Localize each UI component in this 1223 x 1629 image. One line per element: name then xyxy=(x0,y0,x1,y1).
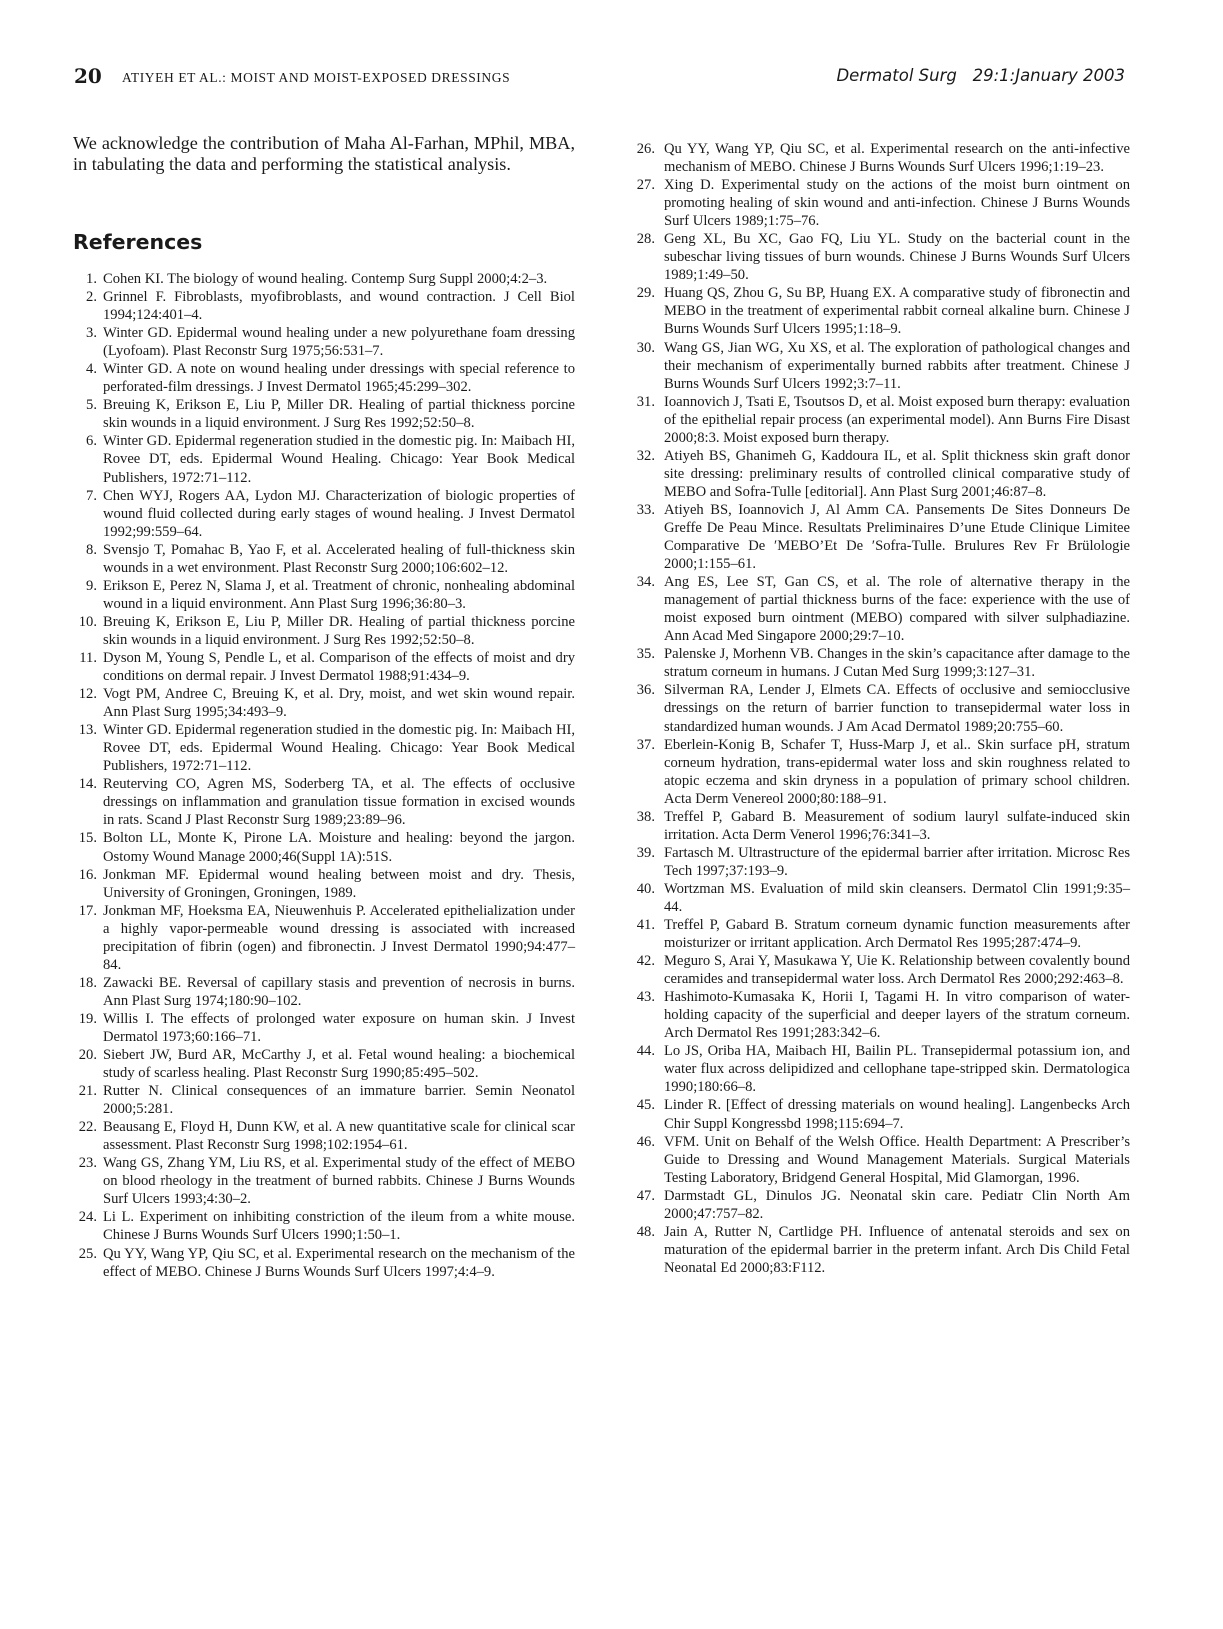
reference-item xyxy=(626,393,1130,447)
reference-number: 34. xyxy=(636,574,655,591)
reference-item xyxy=(73,1082,575,1118)
reference-text: Wang GS, Zhang YM, Liu RS, et al. Experimental study of the effect of MEBO on blood rheology in the treatment of burned rabbits. Chinese J Burns Wounds Surf Ulcers 1993;4:30–2. xyxy=(103,1155,575,1208)
reference-item xyxy=(73,649,575,685)
reference-item xyxy=(626,952,1130,988)
reference-number: 14. xyxy=(78,776,97,793)
reference-number: 40. xyxy=(636,880,655,897)
reference-item xyxy=(626,1133,1130,1187)
reference-item xyxy=(626,230,1130,284)
reference-number: 43. xyxy=(636,989,655,1006)
reference-text: Atiyeh BS, Ghanimeh G, Kaddoura IL, et al. Split thickness skin graft donor site dressing: preliminary results of controlled clinical comparative study of MEBO and Sofra-Tulle [editorial]. Ann Plast Surg 2001;46:87–8. xyxy=(664,447,1130,500)
reference-text: Huang QS, Zhou G, Su BP, Huang EX. A comparative study of fibronectin and MEBO in the treatment of experimental rabbit corneal alkaline burn. Chinese J Burns Wounds Surf Ulcers 1995;1:18–9. xyxy=(664,285,1130,338)
reference-number: 35. xyxy=(636,646,655,663)
reference-number: 45. xyxy=(636,1097,655,1114)
reference-text: Jonkman MF. Epidermal wound healing between moist and dry. Thesis, University of Groningen, Groningen, 1989. xyxy=(103,866,575,901)
reference-text: Jain A, Rutter N, Cartlidge PH. Influence of antenatal steroids and sex on maturation of the epidermal barrier in the preterm infant. Arch Dis Child Fetal Neonatal Ed 2000;83:F112. xyxy=(664,1223,1130,1276)
reference-text: Treffel P, Gabard B. Stratum corneum dynamic function measurements after moisturizer or irritant application. Arch Dermatol Res 1995;287:474–9. xyxy=(664,917,1130,952)
reference-text: Svensjo T, Pomahac B, Yao F, et al. Accelerated healing of full-thickness skin wounds in a wet environment. Plast Reconstr Surg 2000;106:602–12. xyxy=(103,541,575,576)
reference-number: 36. xyxy=(636,682,655,699)
running-title: ATIYEH ET AL.: MOIST AND MOIST-EXPOSED DRESSINGS xyxy=(122,70,511,85)
reference-number: 24. xyxy=(78,1209,97,1226)
reference-text: Ioannovich J, Tsati E, Tsoutsos D, et al. Moist exposed burn therapy: evaluation of the epithelial repair process (an experimental model). Ann Burns Fire Disast 2000;8:3. Moist exposed burn therapy. xyxy=(664,393,1130,446)
reference-item xyxy=(626,645,1130,681)
reference-number: 5. xyxy=(86,397,97,414)
reference-text: Qu YY, Wang YP, Qiu SC, et al. Experimental research on the anti-infective mechanism of MEBO. Chinese J Burns Wounds Surf Ulcers 1996;1:19–23. xyxy=(664,141,1130,176)
reference-number: 41. xyxy=(636,917,655,934)
reference-text: Breuing K, Erikson E, Liu P, Miller DR. Healing of partial thickness porcine skin wounds in a liquid environment. J Surg Res 1992;52:50–8. xyxy=(103,397,575,432)
reference-item xyxy=(73,324,575,360)
reference-text: Atiyeh BS, Ioannovich J, Al Amm CA. Pansements De Sites Donneurs De Greffe De Peau Mince. Resultats Preliminaires D’une Etude Clinique Limitee Comparative De ′MEBO’Et De ′Sofra-Tulle. Brulures Rev Fr Brülologie 2000;1:155–61. xyxy=(664,501,1130,573)
reference-number: 22. xyxy=(78,1119,97,1136)
reference-number: 16. xyxy=(78,866,97,883)
reference-item xyxy=(73,902,575,974)
reference-text: Winter GD. A note on wound healing under dressings with special reference to perforated-film dressings. J Invest Dermatol 1965;45:299–302. xyxy=(103,361,575,396)
reference-number: 20. xyxy=(78,1047,97,1064)
reference-item xyxy=(626,844,1130,880)
reference-text: Wortzman MS. Evaluation of mild skin cleansers. Dermatol Clin 1991;9:35–44. xyxy=(664,880,1130,915)
reference-item xyxy=(626,176,1130,230)
reference-number: 29. xyxy=(636,285,655,302)
reference-text: Geng XL, Bu XC, Gao FQ, Liu YL. Study on the bacterial count in the subeschar living tissues of burn wounds. Chinese J Burns Wounds Surf Ulcers 1989;1:49–50. xyxy=(664,231,1130,284)
reference-number: 33. xyxy=(636,501,655,518)
reference-number: 19. xyxy=(78,1010,97,1027)
reference-text: Cohen KI. The biology of wound healing. Contemp Surg Suppl 2000;4:2–3. xyxy=(103,271,548,287)
reference-text: VFM. Unit on Behalf of the Welsh Office. Health Department: A Prescriber’s Guide to Dressing and Wound Management Materials. Surgical Materials Testing Laboratory, Bridgend General Hospital, Mid Glamorgan, 1996. xyxy=(664,1133,1130,1186)
reference-item xyxy=(73,974,575,1010)
reference-item xyxy=(73,396,575,432)
page-number: 20 xyxy=(74,64,102,88)
reference-text: Chen WYJ, Rogers AA, Lydon MJ. Characterization of biologic properties of wound fluid collected during early stages of wound healing. J Invest Dermatol 1992;99:559–64. xyxy=(103,487,575,540)
reference-number: 25. xyxy=(78,1245,97,1262)
reference-item xyxy=(73,1046,575,1082)
reference-number: 2. xyxy=(86,289,97,306)
reference-item xyxy=(73,1245,575,1281)
reference-item xyxy=(73,685,575,721)
reference-item xyxy=(73,1118,575,1154)
reference-text: Dyson M, Young S, Pendle L, et al. Comparison of the effects of moist and dry conditions on dermal repair. J Invest Dermatol 1988;91:434–9. xyxy=(103,649,575,685)
reference-text: Ang ES, Lee ST, Gan CS, et al. The role of alternative therapy in the management of partial thickness burns of the face: experience with the use of moist exposed burn ointment (MEBO) compared with silver sulphadiazine. Ann Acad Med Singapore 2000;29:7–10. xyxy=(664,574,1130,645)
reference-text: Li L. Experiment on inhibiting constriction of the ileum from a white mouse. Chinese J Burns Wounds Surf Ulcers 1990;1:50–1. xyxy=(103,1209,575,1244)
reference-text: Wang GS, Jian WG, Xu XS, et al. The exploration of pathological changes and their mechanism of experimentally burned rabbits after treatment. Chinese J Burns Wounds Surf Ulcers 1992;3:7–11. xyxy=(664,339,1130,392)
reference-number: 42. xyxy=(636,953,655,970)
reference-text: Siebert JW, Burd AR, McCarthy J, et al. Fetal wound healing: a biochemical study of scarless healing. Plast Reconstr Surg 1990;85:495–502. xyxy=(103,1047,575,1082)
reference-number: 8. xyxy=(86,541,97,558)
reference-item xyxy=(626,736,1130,808)
reference-number: 1. xyxy=(86,271,97,287)
reference-item xyxy=(73,432,575,486)
reference-number: 27. xyxy=(636,177,655,194)
reference-text: Winter GD. Epidermal regeneration studied in the domestic pig. In: Maibach HI, Rovee DT, eds. Epidermal Wound Healing. Chicago: Year Book Medical Publishers, 1972:71–112. xyxy=(103,433,575,486)
reference-text: Vogt PM, Andree C, Breuing K, et al. Dry, moist, and wet skin wound repair. Ann Plast Surg 1995;34:493–9. xyxy=(103,686,575,721)
reference-number: 21. xyxy=(78,1083,97,1100)
reference-item xyxy=(626,140,1130,176)
reference-text: Reuterving CO, Agren MS, Soderberg TA, et al. The effects of occlusive dressings on inflammation and granulation tissue formation in excised wounds in rats. Scand J Plast Reconstr Surg 1989;23:89–96. xyxy=(103,776,575,829)
reference-number: 3. xyxy=(86,325,97,342)
reference-item xyxy=(626,1042,1130,1096)
reference-number: 17. xyxy=(78,902,97,919)
reference-text: Meguro S, Arai Y, Masukawa Y, Uie K. Relationship between covalently bound ceramides and transepidermal water loss. Arch Dermatol Res 2000;292:463–8. xyxy=(664,953,1130,988)
reference-number: 38. xyxy=(636,808,655,825)
reference-text: Treffel P, Gabard B. Measurement of sodium lauryl sulfate-induced skin irritation. Acta Derm Venerol 1996;76:341–3. xyxy=(664,808,1130,843)
reference-text: Hashimoto-Kumasaka K, Horii I, Tagami H. In vitro comparison of water-holding capacity of the superficial and deeper layers of the stratum corneum. Arch Dermatol Res 1991;283:342–6. xyxy=(664,989,1130,1042)
reference-item xyxy=(626,284,1130,338)
reference-number: 23. xyxy=(78,1155,97,1172)
reference-item xyxy=(626,573,1130,645)
reference-item xyxy=(73,1208,575,1244)
reference-item xyxy=(626,1096,1130,1132)
reference-number: 18. xyxy=(78,974,97,991)
reference-item xyxy=(626,681,1130,735)
reference-text: Beausang E, Floyd H, Dunn KW, et al. A new quantitative scale for clinical scar assessment. Plast Reconstr Surg 1998;102:1954–61. xyxy=(103,1119,575,1154)
reference-number: 28. xyxy=(636,231,655,248)
reference-item xyxy=(73,721,575,775)
reference-text: Bolton LL, Monte K, Pirone LA. Moisture and healing: beyond the jargon. Ostomy Wound Manage 2000;46(Suppl 1A):51S. xyxy=(103,830,575,865)
reference-text: Palenske J, Morhenn VB. Changes in the skin’s capacitance after damage to the stratum corneum in humans. J Cutan Med Surg 1999;3:127–31. xyxy=(664,646,1130,681)
reference-number: 13. xyxy=(78,722,97,739)
reference-item xyxy=(73,1154,575,1208)
reference-text: Jonkman MF, Hoeksma EA, Nieuwenhuis P. Accelerated epithelialization under a highly vapor-permeable wound dressing is associated with increased precipitation of fibrin (ogen) and fibronectin. J Invest Dermatol 1990;94:477–84. xyxy=(103,902,575,973)
reference-item xyxy=(73,775,575,829)
reference-item xyxy=(73,270,575,288)
reference-number: 32. xyxy=(636,447,655,464)
reference-item xyxy=(626,1223,1130,1277)
reference-item xyxy=(626,1187,1130,1223)
reference-number: 37. xyxy=(636,736,655,753)
reference-item xyxy=(73,1010,575,1046)
reference-text: Grinnel F. Fibroblasts, myofibroblasts, and wound contraction. J Cell Biol 1994;124:401–4. xyxy=(103,289,575,324)
reference-item xyxy=(73,487,575,541)
reference-text: Xing D. Experimental study on the actions of the moist burn ointment on promoting healing of skin wound and anti-infection. Chinese J Burns Wounds Surf Ulcers 1989;1:75–76. xyxy=(664,177,1130,230)
reference-item xyxy=(626,339,1130,393)
reference-item xyxy=(626,988,1130,1042)
reference-number: 10. xyxy=(78,613,97,630)
reference-number: 7. xyxy=(86,487,97,504)
reference-number: 47. xyxy=(636,1187,655,1204)
reference-item xyxy=(73,541,575,577)
reference-item xyxy=(73,577,575,613)
reference-text: Linder R. [Effect of dressing materials on wound healing]. Langenbecks Arch Chir Suppl Kongressbd 1998;115:694–7. xyxy=(664,1097,1130,1132)
reference-text: Winter GD. Epidermal regeneration studied in the domestic pig. In: Maibach HI, Rovee DT, eds. Epidermal Wound Healing. Chicago: Year Book Medical Publishers, 1972:71–112. xyxy=(103,722,575,775)
reference-number: 6. xyxy=(86,433,97,450)
reference-number: 11. xyxy=(79,649,97,666)
reference-number: 44. xyxy=(636,1043,655,1060)
reference-text: Willis I. The effects of prolonged water exposure on human skin. J Invest Dermatol 1973;60:166–71. xyxy=(103,1010,575,1045)
reference-text: Qu YY, Wang YP, Qiu SC, et al. Experimental research on the mechanism of the effect of MEBO. Chinese J Burns Wounds Surf Ulcers 1997;4:4–9. xyxy=(103,1245,575,1280)
reference-item xyxy=(73,288,575,324)
references-list-right xyxy=(626,140,1130,1277)
reference-text: Fartasch M. Ultrastructure of the epidermal barrier after irritation. Microsc Res Tech 1997;37:193–9. xyxy=(664,844,1130,879)
reference-text: Breuing K, Erikson E, Liu P, Miller DR. Healing of partial thickness porcine skin wounds in a liquid environment. J Surg Res 1992;52:50–8. xyxy=(103,613,575,648)
reference-item xyxy=(626,880,1130,916)
reference-item xyxy=(626,916,1130,952)
journal-citation: Dermatol Surg 29:1:January 2003 xyxy=(836,66,1125,85)
acknowledgment-paragraph: We acknowledge the contribution of Maha Al-Farhan, MPhil, MBA, in tabulating the data and performing the statistical analysis. xyxy=(73,133,575,174)
reference-number: 39. xyxy=(636,844,655,861)
reference-item xyxy=(626,447,1130,501)
reference-number: 26. xyxy=(636,141,655,157)
reference-text: Eberlein-Konig B, Schafer T, Huss-Marp J, et al.. Skin surface pH, stratum corneum hydration, trans-epidermal water loss and skin roughness related to atopic eczema and skin dryness in a population of primary school children. Acta Derm Venereol 2000;80:188–91. xyxy=(664,736,1130,807)
references-list-left xyxy=(73,270,575,1281)
reference-text: Rutter N. Clinical consequences of an immature barrier. Semin Neonatol 2000;5:281. xyxy=(103,1083,575,1118)
reference-item xyxy=(73,866,575,902)
reference-text: Winter GD. Epidermal wound healing under a new polyurethane foam dressing (Lyofoam). Plast Reconstr Surg 1975;56:531–7. xyxy=(103,325,575,360)
reference-item xyxy=(626,808,1130,844)
reference-item xyxy=(73,360,575,396)
reference-number: 9. xyxy=(86,577,97,594)
reference-number: 12. xyxy=(78,686,97,703)
reference-number: 31. xyxy=(636,393,655,410)
reference-number: 48. xyxy=(636,1223,655,1240)
reference-number: 46. xyxy=(636,1133,655,1150)
page-header xyxy=(74,64,1125,90)
reference-text: Silverman RA, Lender J, Elmets CA. Effects of occlusive and semiocclusive dressings on the return of barrier function to transepidermal water loss in standardized human wounds. J Am Acad Dermatol 1989;20:755–60. xyxy=(664,682,1130,735)
reference-item xyxy=(73,613,575,649)
reference-item xyxy=(626,501,1130,573)
reference-text: Darmstadt GL, Dinulos JG. Neonatal skin care. Pediatr Clin North Am 2000;47:757–82. xyxy=(664,1187,1130,1222)
reference-text: Erikson E, Perez N, Slama J, et al. Treatment of chronic, nonhealing abdominal wound in a liquid environment. Ann Plast Surg 1996;36:80–3. xyxy=(103,577,575,612)
reference-item xyxy=(73,829,575,865)
reference-text: Zawacki BE. Reversal of capillary stasis and prevention of necrosis in burns. Ann Plast Surg 1974;180:90–102. xyxy=(103,974,575,1009)
reference-text: Lo JS, Oriba HA, Maibach HI, Bailin PL. Transepidermal potassium ion, and water flux across delipidized and cellophane tape-stripped skin. Dermatologica 1990;180:66–8. xyxy=(664,1043,1130,1096)
reference-number: 15. xyxy=(78,830,97,847)
references-heading: References xyxy=(73,230,203,254)
reference-number: 4. xyxy=(86,361,97,378)
reference-number: 30. xyxy=(636,339,655,356)
